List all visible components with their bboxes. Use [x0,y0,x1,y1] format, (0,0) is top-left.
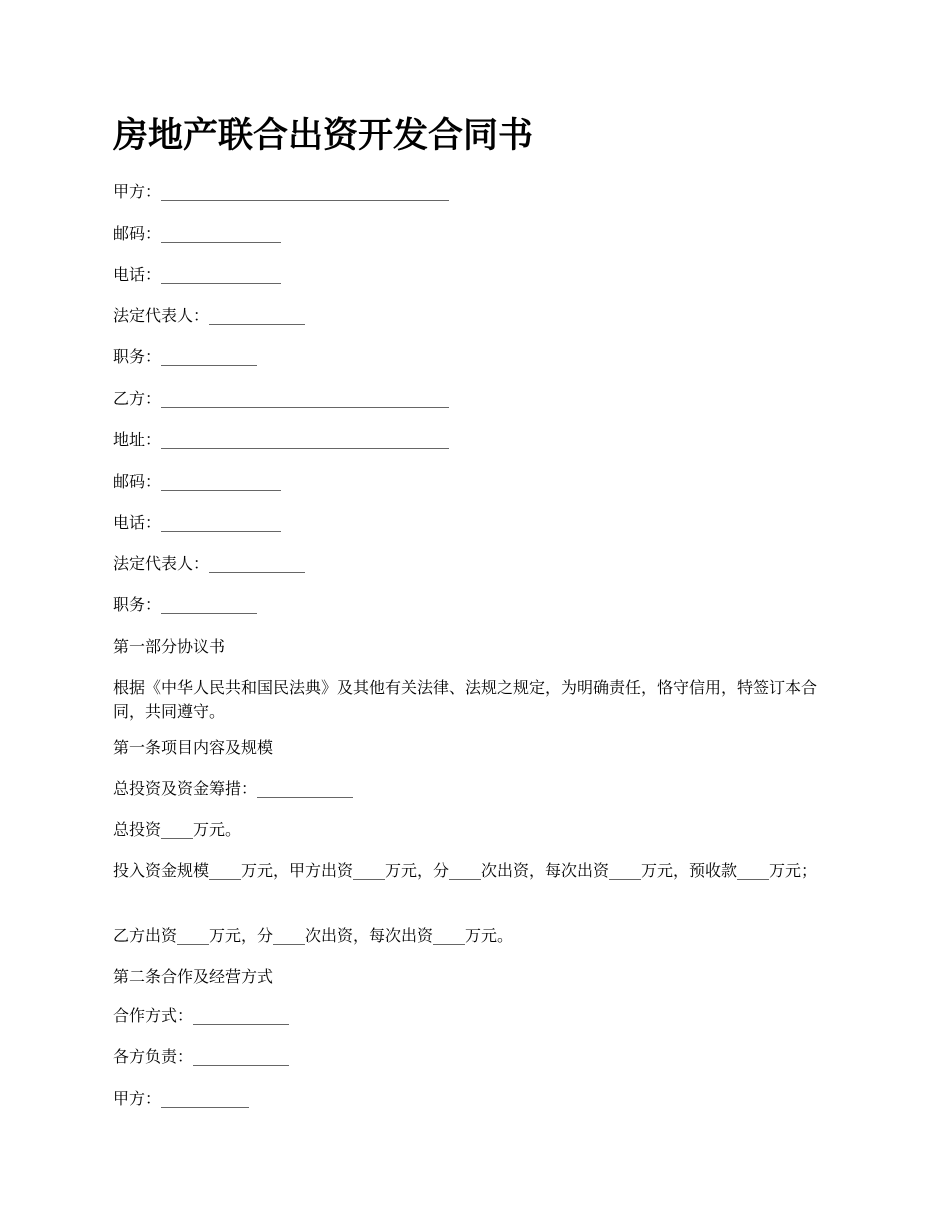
cooperation-mode: 合作方式：____________ [113,1006,290,1025]
party-a-responsibility: 甲方：___________ [113,1089,250,1108]
party-responsibilities: 各方负责：____________ [113,1047,290,1066]
document-title: 房地产联合出资开发合同书 [113,116,534,156]
party-a-phone: 电话：_______________ [113,265,282,284]
party-b-legal-rep: 法定代表人：____________ [113,554,306,573]
party-a-name: 甲方：____________________________________ [113,182,450,201]
party-a-legal-rep: 法定代表人：____________ [113,306,306,325]
party-b-postcode: 邮码：_______________ [113,472,282,491]
article-one-heading: 第一条项目内容及规模 [113,738,274,757]
total-investment-amount: 总投资____万元。 [113,820,242,839]
party-b-phone: 电话：_______________ [113,513,282,532]
party-b-name: 乙方：____________________________________ [113,389,450,408]
preamble-paragraph: 根据《中华人民共和国民法典》及其他有关法律、法规之规定，为明确责任，恪守信用，特签订本合同，共同遵守。 [113,678,818,721]
party-b-position: 职务：____________ [113,595,258,614]
party-b-contribution: 乙方出资____万元，分____次出资，每次出资____万元。 [113,926,514,945]
party-a-postcode: 邮码：_______________ [113,224,282,243]
section-heading-part-one: 第一部分协议书 [113,637,226,656]
article-two-heading: 第二条合作及经营方式 [113,967,274,986]
total-investment-funding: 总投资及资金筹措：____________ [113,779,354,798]
capital-scale-paragraph: 投入资金规模____万元，甲方出资____万元，分____次出资，每次出资____万元，预收款____万元； [113,861,818,880]
party-a-position: 职务：____________ [113,347,258,366]
party-b-address: 地址：____________________________________ [113,430,450,449]
